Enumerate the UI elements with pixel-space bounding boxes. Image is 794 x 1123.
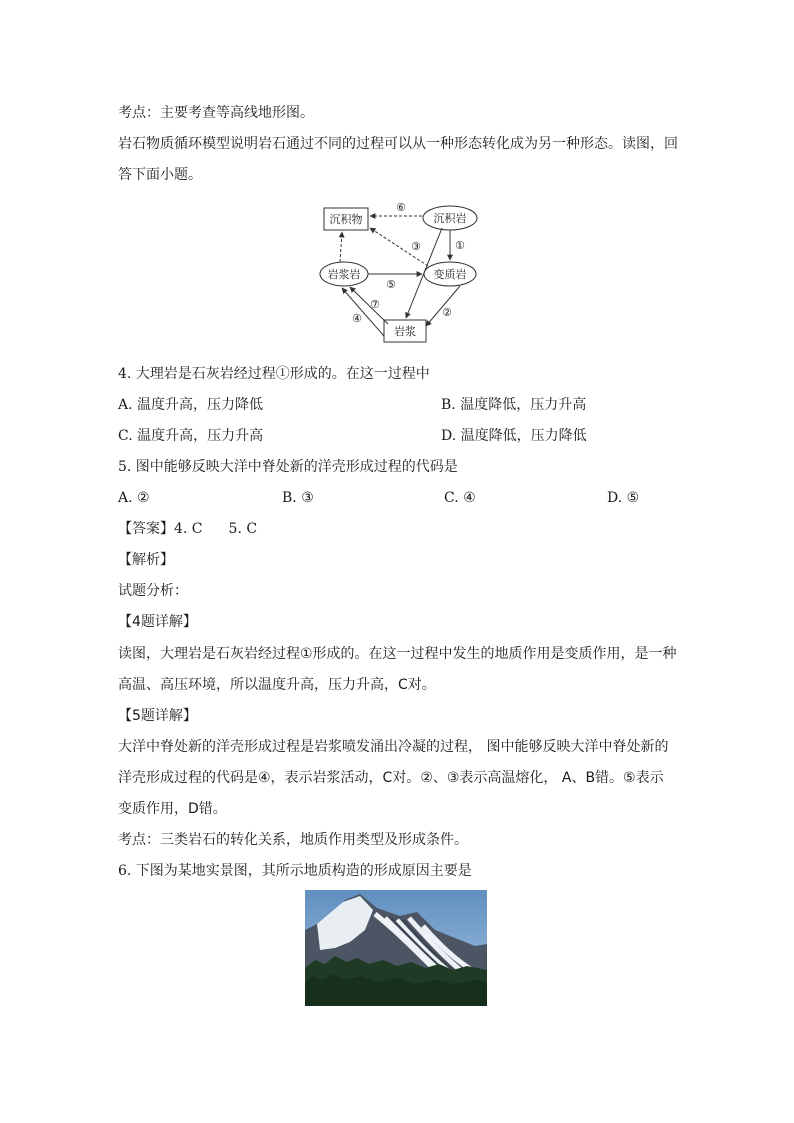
label-6: ⑥ (396, 201, 406, 214)
answer-q4: 4. C (174, 521, 203, 537)
q4-option-a: A. 温度升高，压力降低 (118, 397, 264, 413)
label-1: ① (455, 239, 465, 252)
node-metamorphic-rock: 变质岩 (433, 268, 467, 281)
detail-4-tag: 【4题详解】 (118, 614, 197, 630)
mountain-photo (305, 890, 487, 1006)
detail-5-line1: 大洋中脊处新的洋壳形成过程是岩浆喷发涌出冷凝的过程， 图中能够反映大洋中脊处新的 (118, 739, 669, 755)
answer-tag: 【答案】 (118, 521, 174, 537)
arrow-4 (342, 288, 384, 336)
detail-4-line1: 读图，大理岩是石灰岩经过程①形成的。在这一过程中发生的地质作用是变质作用，是一种 (118, 646, 677, 662)
question-stem-line2: 答下面小题。 (118, 167, 202, 183)
analysis-sub: 试题分析： (118, 583, 188, 599)
q4-option-d: D. 温度降低，压力降低 (441, 428, 587, 444)
q6-stem: 6. 下图为某地实景图，其所示地质构造的形成原因主要是 (118, 863, 472, 879)
rock-cycle-diagram (316, 198, 486, 346)
q4-option-b: B. 温度降低，压力升高 (441, 397, 587, 413)
kaodian-1: 考点：主要考查等高线地形图。 (118, 105, 314, 121)
q5-option-a: A. ② (118, 490, 150, 506)
node-sediment: 沉积物 (329, 213, 363, 226)
answer-q5: 5. C (228, 521, 258, 537)
label-3: ③ (411, 240, 421, 253)
node-igneous-rock: 岩浆岩 (327, 268, 361, 281)
node-magma: 岩浆 (394, 325, 416, 338)
label-7: ⑦ (370, 298, 380, 311)
q5-option-c: C. ④ (444, 490, 476, 506)
q5-option-b: B. ③ (282, 490, 314, 506)
question-stem-line1: 岩石物质循环模型说明岩石通过不同的过程可以从一种形态转化成为另一种形态。读图，回 (118, 136, 678, 152)
detail-5-line2: 洋壳形成过程的代码是④，表示岩浆活动，C对。②、③表示高温熔化， A、B错。⑤表示 (118, 770, 664, 786)
q4-stem: 4. 大理岩是石灰岩经过程①形成的。在这一过程中 (118, 366, 430, 382)
label-2: ② (442, 306, 452, 319)
label-5: ⑤ (386, 278, 396, 291)
q4-option-c: C. 温度升高，压力升高 (118, 428, 264, 444)
q5-stem: 5. 图中能够反映大洋中脊处新的洋壳形成过程的代码是 (118, 459, 458, 475)
kaodian-2: 考点：三类岩石的转化关系，地质作用类型及形成条件。 (118, 832, 468, 848)
q5-option-d: D. ⑤ (607, 490, 640, 506)
detail-5-line3: 变质作用，D错。 (118, 801, 227, 817)
label-4: ④ (352, 312, 362, 325)
arrow-igneous-to-sediment (340, 232, 342, 262)
detail-5-tag: 【5题详解】 (118, 708, 197, 724)
node-sedimentary-rock: 沉积岩 (433, 212, 467, 225)
detail-4-line2: 高温、高压环境，所以温度升高，压力升高，C对。 (118, 677, 436, 693)
analysis-tag: 【解析】 (118, 552, 174, 568)
answer-line (118, 519, 257, 539)
